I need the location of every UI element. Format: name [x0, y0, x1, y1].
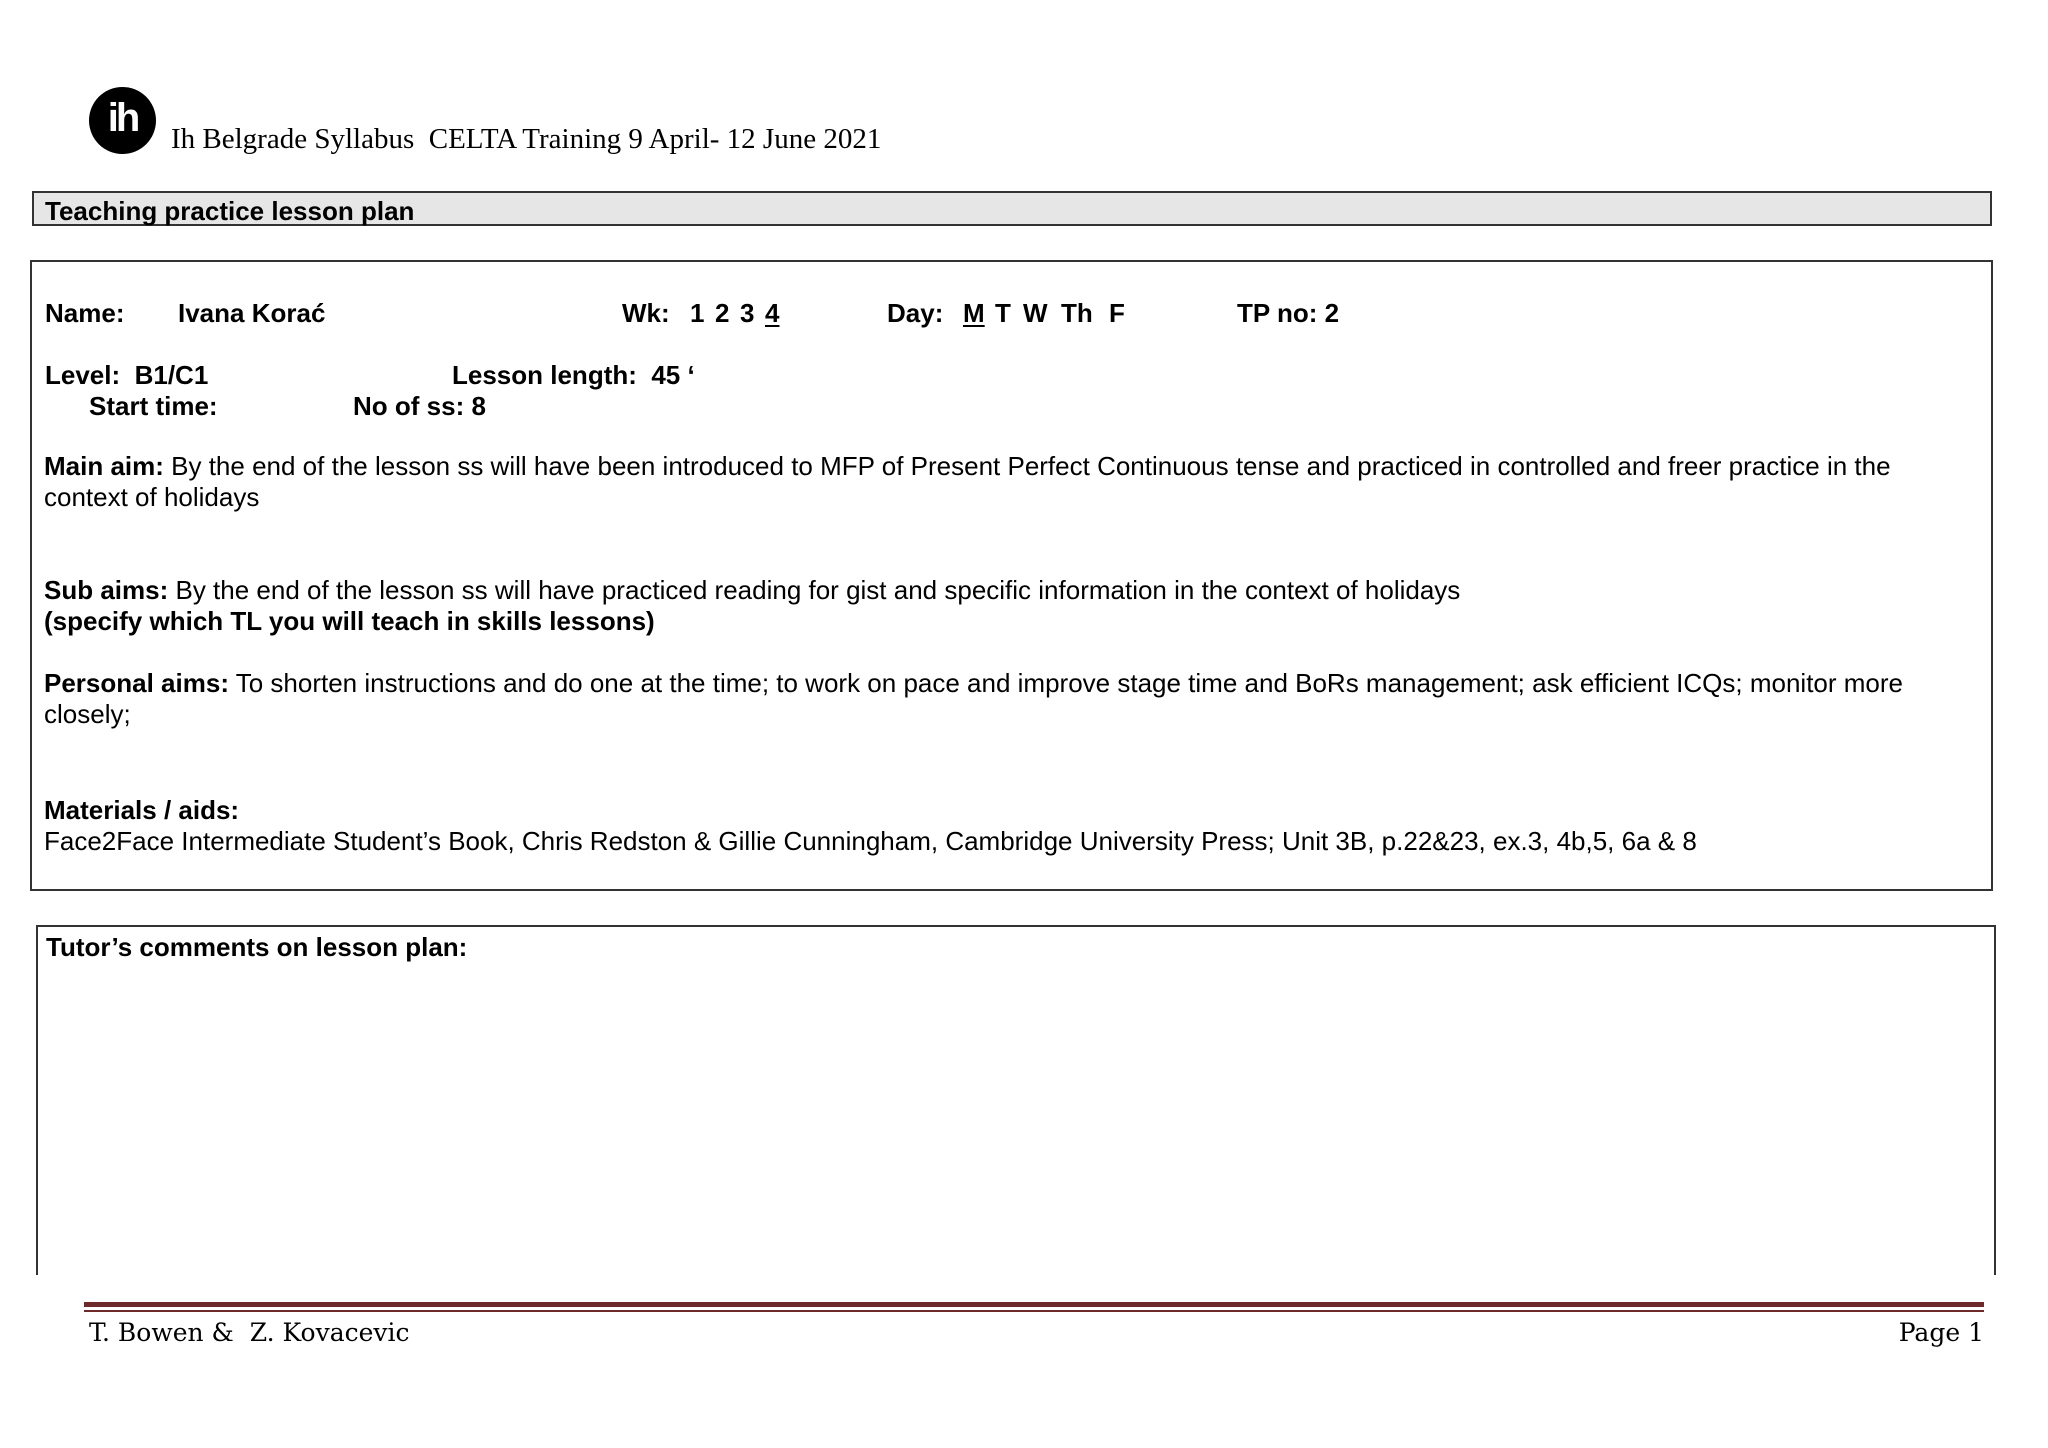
week-option-3: 3 [740, 298, 755, 328]
section-title-bar [32, 191, 1992, 226]
level-label: Level: B1/C1 [45, 360, 209, 390]
sub-aims [44, 575, 1964, 637]
lesson-length-label: Lesson length: 45 ‘ [452, 360, 695, 390]
main-aim-label: Main aim: [44, 451, 164, 481]
day-option-f: F [1109, 298, 1125, 328]
week-label: Wk: [622, 298, 670, 328]
name-label: Name: [45, 298, 125, 328]
sub-aims-label: Sub aims: [44, 575, 169, 605]
tp-number: TP no: 2 [1237, 298, 1340, 328]
footer-page-number: Page 1 [1898, 1318, 1984, 1347]
personal-aims [44, 668, 1964, 730]
day-option-m-selected: M [963, 298, 985, 328]
day-option-th: Th [1061, 298, 1093, 328]
sub-aims-note: (specify which TL you will teach in skills lessons) [44, 606, 655, 636]
materials-text: Face2Face Intermediate Student’s Book, Chris Redston & Gillie Cunningham, Cambridge University Press; Unit 3B, p.22&23, ex.3, 4b,5, 6a & 8 [44, 826, 1697, 856]
materials [44, 795, 1964, 857]
week-option-1: 1 [690, 298, 705, 328]
day-option-w: W [1023, 298, 1048, 328]
tutor-comments-label: Tutor’s comments on lesson plan: [46, 932, 468, 962]
logo-text: ih [107, 96, 138, 140]
personal-aims-text: To shorten instructions and do one at the time; to work on pace and improve stage time and BoRs management; ask efficient ICQs; monitor more closely; [44, 668, 1904, 729]
section-title: Teaching practice lesson plan [45, 196, 415, 226]
main-aim-text: By the end of the lesson ss will have been introduced to MFP of Present Perfect Continuous tense and practiced in controlled and freer practice in the context of holidays [44, 451, 1891, 512]
footer-authors: T. Bowen & Z. Kovacevic [89, 1318, 410, 1347]
number-of-students-label: No of ss: 8 [353, 391, 486, 421]
tutor-comments-box[interactable] [36, 925, 1996, 1275]
document-header-title: Ih Belgrade Syllabus CELTA Training 9 April- 12 June 2021 [171, 123, 882, 155]
week-option-2: 2 [715, 298, 730, 328]
sub-aims-text: By the end of the lesson ss will have practiced reading for gist and specific information in the context of holidays [168, 575, 1461, 605]
main-aim [44, 451, 1964, 513]
ih-logo [89, 87, 156, 154]
materials-label: Materials / aids: [44, 795, 240, 825]
personal-aims-label: Personal aims: [44, 668, 229, 698]
footer-divider-thin [84, 1310, 1984, 1312]
day-option-t: T [995, 298, 1011, 328]
name-value: Ivana Korać [178, 298, 326, 328]
footer-divider-thick [84, 1302, 1984, 1307]
start-time-label: Start time: [89, 391, 218, 421]
day-label: Day: [887, 298, 944, 328]
week-option-4-selected: 4 [765, 298, 780, 328]
